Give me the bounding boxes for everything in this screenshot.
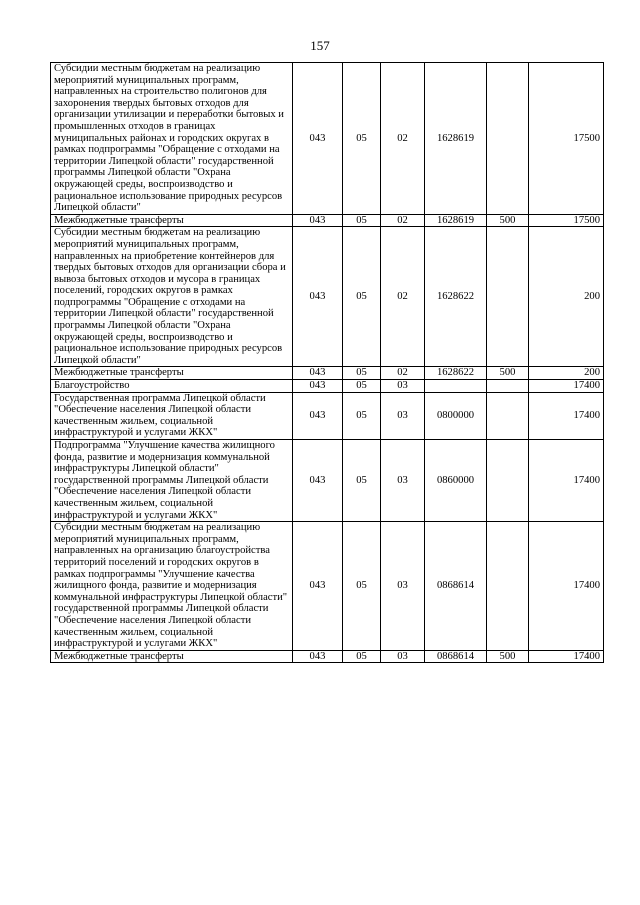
ministry-code-cell: 043: [293, 214, 343, 227]
item-name-cell: Межбюджетные трансферты: [51, 650, 293, 663]
table-row: [51, 214, 604, 227]
expense-type-code-cell: [487, 380, 529, 393]
ministry-code-cell: 043: [293, 380, 343, 393]
target-article-code-cell: 0860000: [425, 440, 487, 522]
item-name-cell: Субсидии местным бюджетам на реализацию мероприятий муниципальных программ, направленных на приобретение контейнеров для твердых бытовых отходов для организации сбора и вывоза бытовых отходов и мусора в границах поселений, городских округов в рамках подпрограммы "Обращение с отходами на территории Липецкой области" государственной программы Липецкой области "Охрана окружающей среды, воспроизводство и рациональное использование природных ресурсов Липецкой области": [51, 227, 293, 367]
amount-cell: 200: [529, 367, 604, 380]
target-article-code-cell: 0868614: [425, 522, 487, 651]
section-code-cell: 05: [343, 227, 381, 367]
section-code-cell: 05: [343, 650, 381, 663]
section-code-cell: 05: [343, 522, 381, 651]
expense-type-code-cell: 500: [487, 650, 529, 663]
ministry-code-cell: 043: [293, 63, 343, 215]
subsection-code-cell: 02: [381, 227, 425, 367]
subsection-code-cell: 02: [381, 214, 425, 227]
expense-type-code-cell: [487, 63, 529, 215]
section-code-cell: 05: [343, 440, 381, 522]
amount-cell: 17500: [529, 214, 604, 227]
target-article-code-cell: 1628622: [425, 367, 487, 380]
section-code-cell: 05: [343, 63, 381, 215]
subsection-code-cell: 02: [381, 63, 425, 215]
budget-table: [50, 62, 604, 663]
amount-cell: 17500: [529, 63, 604, 215]
table-row: [51, 367, 604, 380]
section-code-cell: 05: [343, 380, 381, 393]
ministry-code-cell: 043: [293, 440, 343, 522]
table-row: [51, 650, 604, 663]
table-body: [51, 63, 604, 663]
expense-type-code-cell: 500: [487, 367, 529, 380]
target-article-code-cell: 1628619: [425, 63, 487, 215]
amount-cell: 17400: [529, 392, 604, 439]
expense-type-code-cell: [487, 392, 529, 439]
section-code-cell: 05: [343, 214, 381, 227]
subsection-code-cell: 02: [381, 367, 425, 380]
table-row: [51, 227, 604, 367]
table-row: [51, 440, 604, 522]
table-row: [51, 392, 604, 439]
ministry-code-cell: 043: [293, 392, 343, 439]
amount-cell: 17400: [529, 522, 604, 651]
expense-type-code-cell: [487, 440, 529, 522]
expense-type-code-cell: [487, 522, 529, 651]
amount-cell: 17400: [529, 380, 604, 393]
target-article-code-cell: [425, 380, 487, 393]
item-name-cell: Субсидии местным бюджетам на реализацию мероприятий муниципальных программ, направленных на строительство полигонов для захоронения твердых бытовых отходов для организации утилизации и переработки бытовых и промышленных отходов в границах муниципальных районах и городских округах в рамках подпрограммы "Обращение с отходами на территории Липецкой области" государственной программы Липецкой области "Охрана окружающей среды, воспроизводство и рациональное использование природных ресурсов Липецкой области": [51, 63, 293, 215]
item-name-cell: Государственная программа Липецкой области "Обеспечение населения Липецкой области качественным жильем, социальной инфраструктурой и услугами ЖКХ": [51, 392, 293, 439]
section-code-cell: 05: [343, 367, 381, 380]
subsection-code-cell: 03: [381, 650, 425, 663]
ministry-code-cell: 043: [293, 522, 343, 651]
item-name-cell: Межбюджетные трансферты: [51, 367, 293, 380]
item-name-cell: Благоустройство: [51, 380, 293, 393]
amount-cell: 17400: [529, 650, 604, 663]
page-number: 157: [310, 38, 330, 53]
ministry-code-cell: 043: [293, 227, 343, 367]
ministry-code-cell: 043: [293, 650, 343, 663]
item-name-cell: Межбюджетные трансферты: [51, 214, 293, 227]
expense-type-code-cell: [487, 227, 529, 367]
target-article-code-cell: 0800000: [425, 392, 487, 439]
target-article-code-cell: 1628619: [425, 214, 487, 227]
target-article-code-cell: 0868614: [425, 650, 487, 663]
target-article-code-cell: 1628622: [425, 227, 487, 367]
table-row: [51, 380, 604, 393]
ministry-code-cell: 043: [293, 367, 343, 380]
subsection-code-cell: 03: [381, 440, 425, 522]
subsection-code-cell: 03: [381, 380, 425, 393]
item-name-cell: Субсидии местным бюджетам на реализацию мероприятий муниципальных программ, направленных на организацию благоустройства территорий поселений и городских округов в рамках подпрограммы "Улучшение качества жилищного фонда, развитие и модернизация коммунальной инфраструктуры Липецкой области" государственной программы Липецкой области "Обеспечение населения Липецкой области качественным жильем, социальной инфраструктурой и услугами ЖКХ": [51, 522, 293, 651]
section-code-cell: 05: [343, 392, 381, 439]
expense-type-code-cell: 500: [487, 214, 529, 227]
amount-cell: 200: [529, 227, 604, 367]
table-row: [51, 522, 604, 651]
table-row: [51, 63, 604, 215]
amount-cell: 17400: [529, 440, 604, 522]
subsection-code-cell: 03: [381, 392, 425, 439]
item-name-cell: Подпрограмма "Улучшение качества жилищного фонда, развитие и модернизация коммунальной инфраструктуры Липецкой области" государственной программы Липецкой области "Обеспечение населения Липецкой области качественным жильем, социальной инфраструктурой и услугами ЖКХ": [51, 440, 293, 522]
subsection-code-cell: 03: [381, 522, 425, 651]
